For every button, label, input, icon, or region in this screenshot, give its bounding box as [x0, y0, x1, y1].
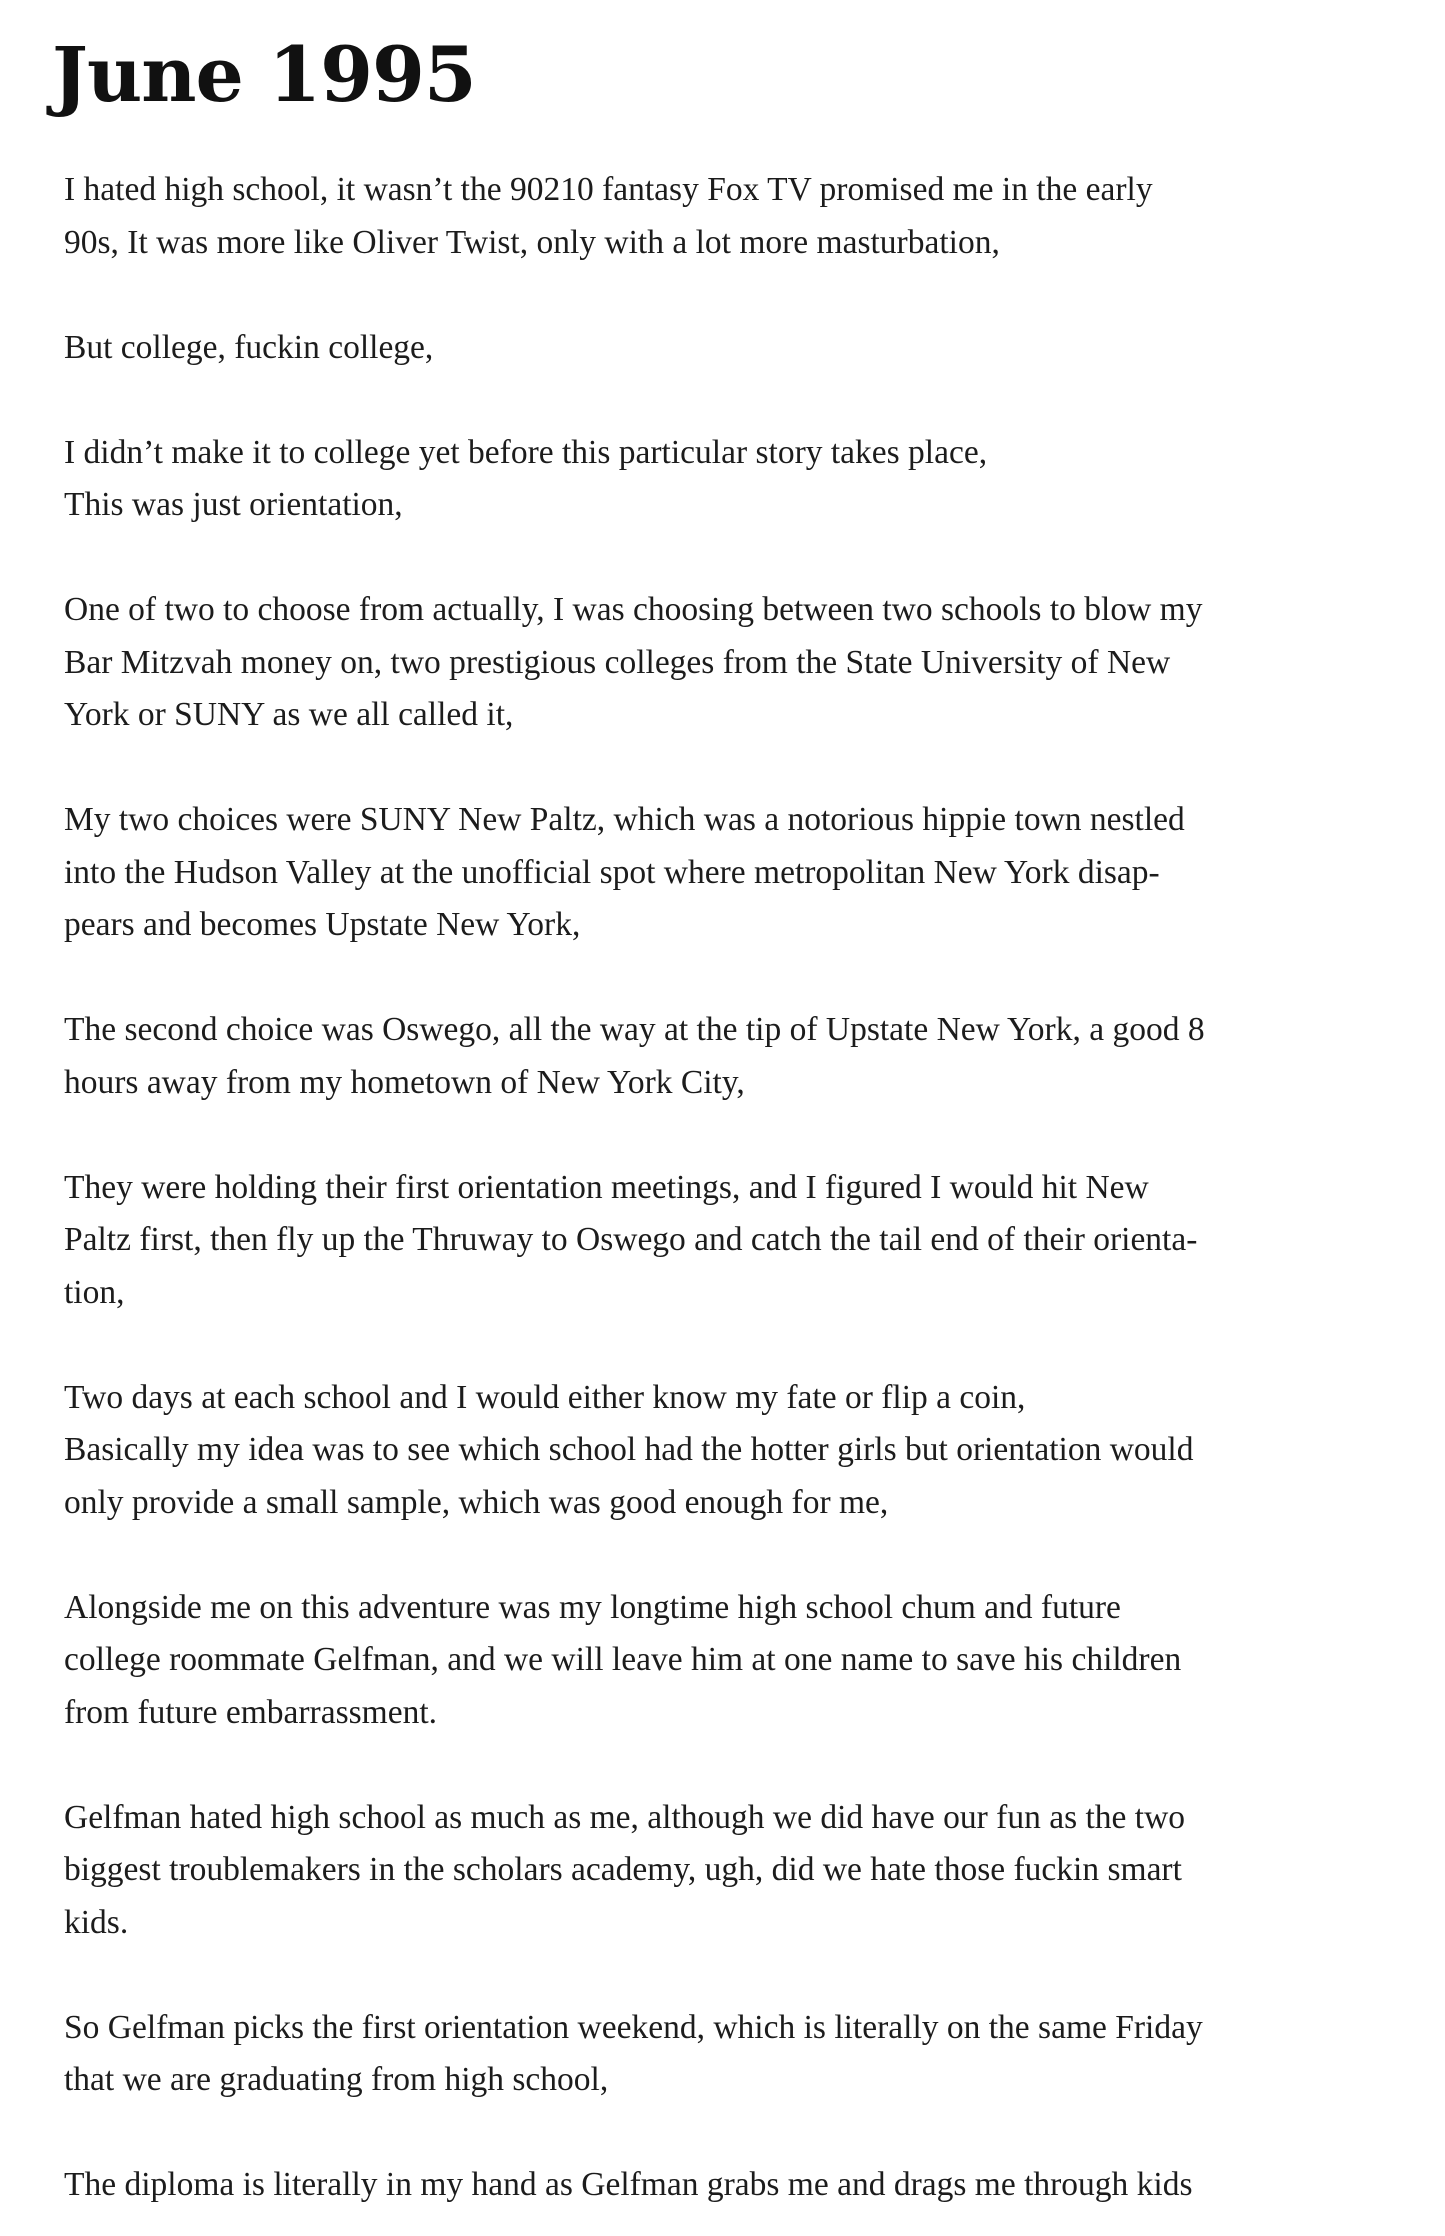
text-line: kids.	[64, 1903, 129, 1941]
paragraph	[64, 1372, 1384, 1530]
text-line: The second choice was Oswego, all the way at the tip of Upstate New York, a good 8	[64, 1011, 1205, 1048]
text-line: This was just orientation,	[64, 486, 403, 523]
paragraph	[64, 1792, 1384, 1950]
text-line: Bar Mitzvah money on, two prestigious colleges from the State University of New	[64, 643, 1171, 681]
text-line: But college, fuckin college,	[64, 328, 434, 366]
paragraph	[64, 2002, 1384, 2107]
text-line: My two choices were SUNY New Paltz, which was a notorious hippie town nestled	[64, 801, 1185, 838]
paragraph	[64, 1004, 1384, 1109]
text-line: One of two to choose from actually, I was choosing between two schools to blow my	[64, 591, 1203, 628]
text-line: tion,	[64, 1273, 125, 1311]
text-line: college roommate Gelfman, and we will leave him at one name to save his children	[64, 1641, 1182, 1678]
paragraph	[64, 164, 1384, 269]
text-line: pears and becomes Upstate New York,	[64, 906, 581, 943]
text-line: only provide a small sample, which was good enough for me,	[64, 1483, 889, 1521]
text-line: that we are graduating from high school,	[64, 2061, 609, 2098]
text-line: The diploma is literally in my hand as Gelfman grabs me and drags me through kids	[64, 2166, 1193, 2203]
paragraph	[64, 1162, 1384, 1320]
text-line: biggest troublemakers in the scholars academy, ugh, did we hate those fuckin smart	[64, 1851, 1182, 1888]
text-line: 90s, It was more like Oliver Twist, only with a lot more masturbation,	[64, 223, 1000, 261]
text-line: Alongside me on this adventure was my longtime high school chum and future	[64, 1588, 1121, 1626]
paragraph	[64, 427, 1384, 532]
paragraph	[64, 584, 1384, 742]
text-line: I didn’t make it to college yet before this particular story takes place,	[64, 433, 988, 471]
text-line: Paltz first, then fly up the Thruway to Oswego and catch the tail end of their orienta-	[64, 1221, 1198, 1258]
text-line: Basically my idea was to see which school had the hotter girls but orientation would	[64, 1431, 1194, 1468]
paragraph	[64, 794, 1384, 952]
paragraph	[64, 322, 1384, 375]
text-line: hours away from my hometown of New York City,	[64, 1063, 745, 1101]
text-line: Two days at each school and I would either know my fate or flip a coin,	[64, 1378, 1026, 1416]
text-line: They were holding their first orientation meetings, and I figured I would hit New	[64, 1168, 1149, 1206]
paragraph	[64, 1582, 1384, 1740]
paragraph	[64, 2159, 1384, 2212]
text-line: I hated high school, it wasn’t the 90210 fantasy Fox TV promised me in the early	[64, 171, 1153, 208]
article-body	[64, 164, 1384, 2236]
text-line: into the Hudson Valley at the unofficial spot where metropolitan New York disap-	[64, 853, 1160, 891]
text-line: Gelfman hated high school as much as me, although we did have our fun as the two	[64, 1798, 1186, 1836]
page-title: June 1995	[52, 30, 476, 119]
text-line: York or SUNY as we all called it,	[64, 696, 514, 733]
text-line: So Gelfman picks the first orientation weekend, which is literally on the same Friday	[64, 2008, 1203, 2046]
text-line: from future embarrassment.	[64, 1693, 438, 1731]
